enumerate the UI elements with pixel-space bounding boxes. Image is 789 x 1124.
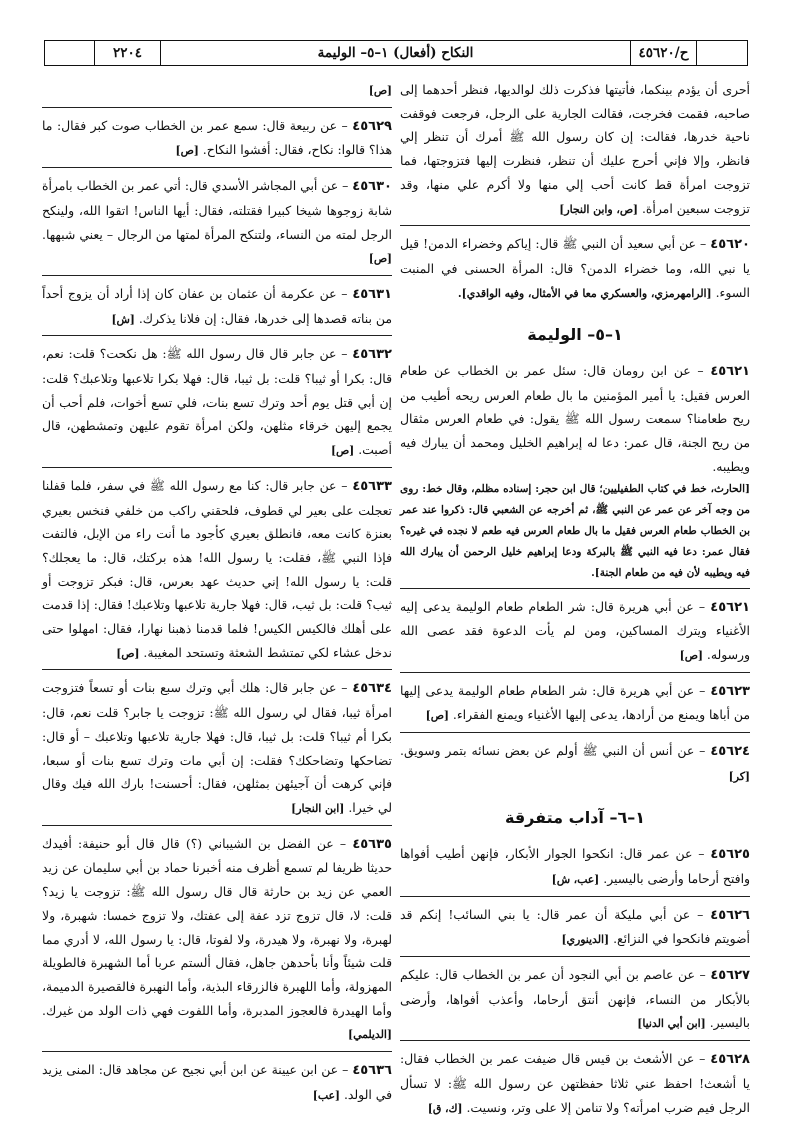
hadith-text: أحرى أن يؤدم بينكما، فأتيتها فذكرت ذلك لوالديها، فنظر أحدهما إلى صاحبه، فقمت فخرجت، فقالت الجارية على الرجل، فرجعت فوقفت ناحية خدرها، فقالت: إن كان رسول الله ﷺ أمرك أن تنظر إلي فانظر، وإلا فإني أحرج عليك أن تنظر، فنظرت إليها فتزوجتها، فما تزوجت امرأة قط كانت أحب إلي منها ولا أكرم علي منها، وقد تزوجت سبعين امرأة. [400, 82, 750, 216]
hadith-source: [كر] [728, 769, 750, 783]
hadith-source: [ش] [111, 312, 135, 326]
hadith-text: – عن أبي هريرة قال: شر الطعام طعام الوليمة يدعى إليه الأغنياء ويترك المساكين، ومن لم يأت الدعوة فقد عصى الله ورسوله. [400, 598, 750, 662]
hadith-source: [ص] [679, 648, 703, 662]
header-blank-left [45, 41, 95, 65]
hadith-number: ٤٥٦٣٠ [352, 179, 392, 195]
hadith-number: ٤٥٦٢١ [710, 599, 750, 615]
hadith-45636 [42, 1058, 392, 1111]
hadith-text: – عن الفضل بن الشيباني (؟) قال قال أبو حنيفة: أفيدك حديثا ظريفا لم تسمع أظرف منه أخبرنا حماد بن أبي سليمان عن زيد العمي عن زيد بن حارثة قال قال رسول الله ﷺ: تزوجت يا زيد؟ قلت: لا، قال تزوج تزد عفة إلى عفتك، ولا تزوج خمسا: شهبرة، ولا لهبرة، ولا نهبرة، ولا هيدرة، ولا لفوتا، قال: يا رسول الله، لا أدري مما قلت شيئاً وأنا بأحدهن جاهل، فقال ألستم عربا أما الشهبرة فالطويلة المهزولة، وأما اللهبرة فالزرقاء البذية، وأما النهبرة فالقصيرة الدميمة، وأما الهيدرة فالعجوز المدبرة، وأما اللفوت فهي ذات الولد من غيرك. [42, 835, 392, 1018]
hadith-45632 [42, 342, 392, 468]
running-header [44, 40, 748, 66]
hadith-45624 [400, 739, 750, 792]
hadith-number: ٤٥٦٣٣ [352, 478, 392, 494]
hadith-text: – عن عاصم بن أبي النجود أن عمر بن الخطاب قال: عليكم بالأبكار من النساء، فإنهن أنتق أرحاما، وأعذب أفواها، وأرضى باليسير. [400, 966, 750, 1031]
hadith-45631 [42, 282, 392, 336]
hadith-source: [ص] [425, 709, 449, 723]
left-column [42, 78, 392, 1102]
hadith-45635 [42, 832, 392, 1052]
hadith-range-code: ح/٤٥٦٢٠ [631, 41, 697, 65]
hadith-source: [ص، وابن النجار] [559, 202, 639, 216]
hadith-text: – عن جابر قال قال رسول الله ﷺ: هل نكحت؟ قلت: نعم، قال: بكرا أو ثيبا؟ قلت: بل ثيبا، قال: فهلا بكرا تلاعبها وتلاعبك؟ قلت: إن أبي قتل يوم أحد وترك تسع بنات، فلي تسع أخوات، فلم أحب أن يجمع إليهن خرقاء مثلهن، ولكن امرأة تقوم عليهن وتمشطهن، قال أصبت. [42, 346, 392, 458]
hadith-text: – عن أبي مليكة أن عمر قال: يا بني السائب! إنكم قد أضويتم فانكحوا في النزائع. [400, 906, 750, 947]
hadith-source: [ص] [116, 646, 140, 660]
hadith-number: ٤٥٦٢٥ [710, 847, 750, 863]
hadith-source: [ص] [330, 444, 355, 458]
hadith-45621b [400, 595, 750, 673]
hadith-45623 [400, 679, 750, 733]
hadith-text: – عن عكرمة أن عثمان بن عفان كان إذا أراد أن يزوج أحداً من بناته قصدها إلى خدرها، فقال: إن فلانا يذكرك. [42, 285, 392, 326]
hadith-text: – عن ربيعة قال: سمع عمر بن الخطاب صوت كبر فقال: ما هذا؟ قالوا: نكاح، فقال: أفشوا النكاح. [42, 117, 392, 158]
hadith-text: – عن ابن رومان قال: سئل عمر بن الخطاب عن طعام العرس فقيل: يا أمير المؤمنين ما بال طعام العرس ريحه أطيب من ريح طعامنا؟ سمعت رسول الله ﷺ يقول: في طعام العرس مثقال من ريح الجنة، قال عمر: دعا له إبراهيم الخليل ومحمد أن يبارك فيه ويطيبه. [400, 363, 750, 474]
hadith-text: – عن الأشعث بن قيس قال ضيفت عمر بن الخطاب فقال: يا أشعث! احفظ عني ثلاثا حفظتهن عن رسول الله ﷺ: لا تسأل الرجل فيم ضرب امرأته؟ ولا تنامن إلا على وتر، ونسيت. [400, 1051, 750, 1115]
section-heading-misc-etiquette: ١–٦– آداب متفرقة [504, 808, 645, 828]
hadith-number: ٤٥٦٢٧ [710, 967, 750, 983]
hadith-text: – عن أبي هريرة قال: شر الطعام طعام الوليمة يدعى إليها من أباها ويمنع من أرادها، يدعى إليها الأغنياء ويمنع الفقراء. [400, 682, 750, 723]
hadith-text: – عن عمر قال: انكحوا الجوار الأبكار، فإنهن أطيب أفواها وافتح أرحاما وأرضى باليسير. [400, 846, 750, 886]
hadith-source: [الرامهرمزي، والعسكري معا في الأمثال، وفيه الواقدي]. [457, 286, 712, 300]
hadith-number: ٤٥٦٢١ [710, 364, 750, 380]
hadith-number: ٤٥٦٣٥ [352, 836, 392, 852]
page-number: ٢٢٠٤ [95, 41, 161, 65]
hadith-number: ٤٥٦٣٤ [352, 681, 392, 697]
hadith-note: [الحارث، خط في كتاب الطفيليين؛ قال ابن حجر: إسناده مظلم، وقال خط: روى من وجه آخر عن عمر عن النبي ﷺ، ثم أخرجه عن الشعبي قال: ذكروا عند عمر بن الخطاب طعام العرس فقيل ما بال طعام العرس فيه طعم لا نجده في غيره؟ فقال عمر: دعا فيه النبي ﷺ بالبركة ودعا إبراهيم خليل الرحمن أن يبارك الله فيه ويطيبه لأن فيه من طعام الجنة]. [400, 482, 750, 579]
hadith-source: [عب، ش] [551, 872, 600, 886]
hadith-45626 [400, 903, 750, 957]
hadith-45630 [42, 174, 392, 276]
hadith-45634 [42, 676, 392, 825]
hadith-text: – عن أبي سعيد أن النبي ﷺ قال: إياكم وخضراء الدمن! قيل يا نبي الله، وما خضراء الدمن؟ قال: المرأة الحسنى في المنبت السوء. [400, 236, 750, 300]
hadith-number: ٤٥٦٢٩ [352, 118, 392, 134]
hadith-number: ٤٥٦٣٦ [352, 1063, 392, 1079]
hadith-source: [ك، ق] [427, 1101, 463, 1115]
hadith-number: ٤٥٦٢٣ [710, 683, 750, 699]
hadith-45627 [400, 963, 750, 1041]
hadith-source: [الديلمي] [348, 1028, 392, 1042]
hadith-source: [ص] [368, 84, 392, 97]
hadith-continued [400, 78, 750, 226]
chapter-title: النكاح (أفعال) ١–٥– الوليمة [161, 41, 631, 65]
hadith-text: – عن أنس أن النبي ﷺ أولم عن بعض نسائه بتمر وسويق. [400, 743, 706, 759]
hadith-text: – عن أبي المجاشر الأسدي قال: أتي عمر بن الخطاب بامرأة شابة زوجوها شيخا كبيرا فقتلته، فقال: أيها الناس! اتقوا الله، ولينكح الرجل لمته من النساء، ولتنكح المرأة لمتها من الرجال – يعني شبهها. [42, 178, 392, 242]
hadith-text: – عن ابن عيينة عن ابن أبي نجيح عن مجاهد قال: المنى يزيد في الولد. [42, 1062, 392, 1102]
hadith-45629 [42, 114, 392, 168]
hadith-text: – عن جابر قال: هلك أبي وترك سبع بنات أو تسعاً فتزوجت امرأة ثيبا، فقال لي رسول الله ﷺ: تزوجت يا جابر؟ قلت نعم، قال: بكرا أم ثيبا؟ قلت: بل ثيبا، قال: فهلا جارية تلاعبها وتلاعبك – أو قال: تضاحكها وتضاحكك؟ فقلت: إن أبي مات وترك تسع بنات أو سبعا، فإني كرهت أن آجيئهن بمثلهن، فقال: أحسنت! بارك الله فيك وقال لي خيرا. [42, 680, 392, 815]
hadith-text: – عن جابر قال: كنا مع رسول الله ﷺ في سفر، فلما قفلنا تعجلت على بعير لي قطوف، فلحقني راكب من خلفي فنخس بعيري بعنزة كانت معه، فانطلق بعيري كأجود ما أنت راء من الإبل، فالتفت فإذا النبي ﷺ، فقلت: يا رسول الله! هذه بركتك، قال: ما يعجلك؟ قلت: يا رسول الله! إني حديث عهد بعرس، قال: فبكر تزوجت أو ثيب؟ قلت: بل ثيب، قال: فهلا جارية تلاعبها وتلاعبك! فقال: إذا قدمت على أهلك فالكيس الكيس! فلما قدمنا ذهبنا نهارا، فقال: امهلوا حتى ندخل عشاء لكي تمتشط الشعثة وتستحد المغيبة. [42, 477, 392, 660]
hadith-source: [عب] [312, 1088, 341, 1102]
hadith-source: [الدينوري] [561, 933, 610, 947]
hadith-45633 [42, 474, 392, 671]
header-blank-right [697, 41, 747, 65]
right-column [400, 78, 750, 1115]
hadith-45628 [400, 1047, 750, 1124]
hadith-45625 [400, 842, 750, 896]
hadith-number: ٤٥٦٣٢ [352, 347, 392, 363]
hadith-45621a [400, 359, 750, 589]
hadith-number: ٤٥٦٣١ [352, 286, 392, 302]
hadith-number: ٤٥٦٢٤ [710, 744, 750, 760]
hadith-number: ٤٥٦٢٦ [710, 907, 750, 923]
hadith-source: [ص] [368, 252, 392, 266]
hadith-number: ٤٥٦٢٠ [710, 237, 750, 253]
hadith-number: ٤٥٦٢٨ [710, 1052, 750, 1068]
hadith-source: [ص] [175, 144, 199, 158]
hadith-source: [ابن أبي الدنيا] [637, 1017, 706, 1031]
hadith-source: [ابن النجار] [291, 801, 345, 815]
hadith-continued-source [42, 78, 392, 108]
hadith-45620 [400, 232, 750, 309]
section-heading-walima: ١–٥– الوليمة [527, 325, 623, 345]
